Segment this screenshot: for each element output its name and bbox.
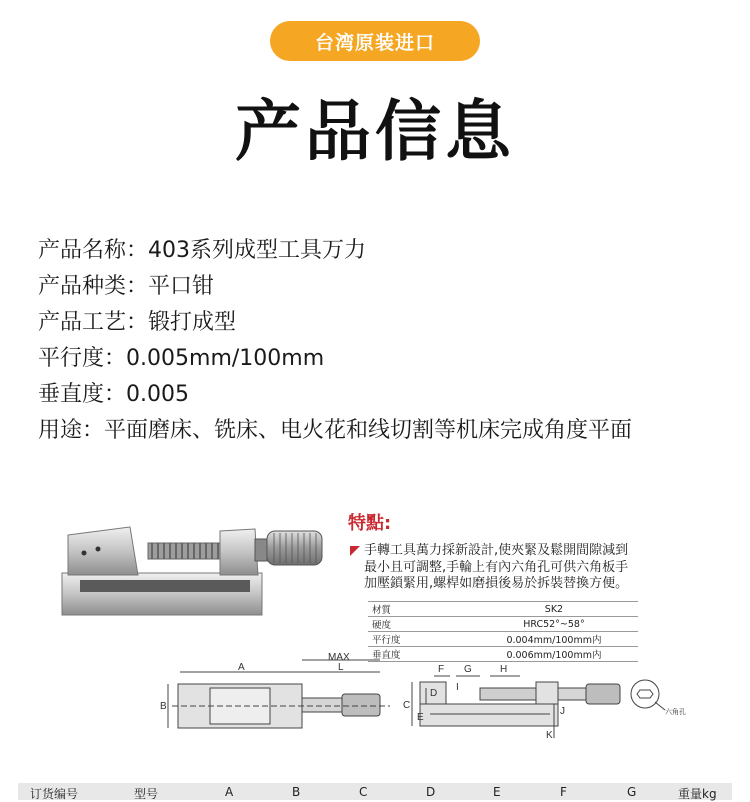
origin-badge: 台湾原装进口 (270, 21, 480, 61)
dim-label-g: G (464, 664, 472, 675)
dim-label-l: L (338, 662, 344, 673)
technical-drawing (150, 648, 690, 748)
product-info (38, 233, 728, 449)
info-type-row (38, 269, 728, 305)
col-f: F (560, 785, 567, 799)
col-d: D (426, 785, 436, 799)
info-sep: ： (82, 418, 105, 443)
red-triangle-icon (350, 546, 360, 556)
dim-label-e: E (417, 712, 424, 723)
info-process-row (38, 305, 728, 341)
page-title: 产品信息 (235, 93, 515, 170)
dim-label-d: D (430, 688, 438, 699)
info-sep: ： (104, 346, 127, 371)
col-weight: 重量kg (678, 787, 717, 801)
col-e: E (493, 785, 501, 799)
info-sep: ： (126, 310, 149, 335)
features-title: 特點: (348, 513, 392, 534)
col-model: 型号 (134, 787, 159, 801)
info-label: 产品名称 (38, 238, 127, 263)
features-panel (348, 510, 678, 593)
col-a: A (225, 785, 234, 799)
info-label: 垂直度 (38, 382, 105, 407)
spec-row (368, 632, 638, 647)
info-sep: ： (126, 274, 149, 299)
spec-key: 垂直度 (368, 647, 470, 662)
info-label: 产品工艺 (38, 310, 127, 335)
col-order-no: 订货编号 (30, 787, 79, 801)
info-label: 用途 (38, 418, 83, 443)
spec-key: 硬度 (368, 617, 470, 632)
spec-value: HRC52°~58° (470, 617, 638, 632)
info-parallelism-row (38, 341, 728, 377)
info-label: 平行度 (38, 346, 105, 371)
info-value: 403系列成型工具万力 (148, 238, 367, 263)
dim-label-k: K (546, 730, 553, 741)
order-table-header (18, 783, 732, 800)
dim-label-max: MAX (328, 652, 350, 663)
vise-photo (60, 515, 335, 625)
info-name-row (38, 233, 728, 269)
dim-label-b: B (160, 701, 167, 712)
spec-row (368, 602, 638, 617)
features-line: 最小且可調整,手輪上有內六角孔可供六角板手 (364, 559, 629, 575)
features-description (348, 543, 678, 593)
features-line: 加壓鎖緊用,螺桿如磨損後易於拆裝替換方便。 (364, 576, 629, 591)
info-sep: ： (126, 238, 149, 263)
hex-hole-note: 六角孔 (665, 709, 686, 716)
dim-label-a: A (238, 662, 245, 673)
info-perpendicularity-row (38, 377, 728, 413)
info-value: 锻打成型 (148, 310, 237, 335)
dim-label-h: H (500, 664, 508, 675)
spec-key: 平行度 (368, 632, 470, 647)
spec-key: 材質 (368, 602, 470, 617)
col-g: G (627, 785, 637, 799)
info-value: 平口钳 (148, 274, 215, 299)
dim-label-i: I (456, 682, 459, 693)
dim-label-j: J (560, 706, 565, 717)
hex-hole-icon (631, 680, 659, 708)
spec-value: SK2 (470, 602, 638, 617)
info-usage-row (38, 413, 728, 449)
col-c: C (359, 785, 368, 799)
spec-value: 0.006mm/100mm内 (470, 647, 638, 662)
info-value: 0.005 (126, 382, 190, 407)
spec-row (368, 617, 638, 632)
spec-value: 0.004mm/100mm内 (470, 632, 638, 647)
info-sep: ： (104, 382, 127, 407)
dim-label-c: C (403, 700, 411, 711)
info-label: 产品种类 (38, 274, 127, 299)
info-value: 0.005mm/100mm (126, 346, 325, 371)
info-value: 平面磨床、铣床、电火花和线切割等机床完成角度平面 (104, 418, 633, 443)
features-line: 手轉工具萬力採新設計,使夾緊及鬆開間隙減到 (364, 543, 629, 558)
dim-label-f: F (438, 664, 445, 675)
col-b: B (292, 785, 301, 799)
